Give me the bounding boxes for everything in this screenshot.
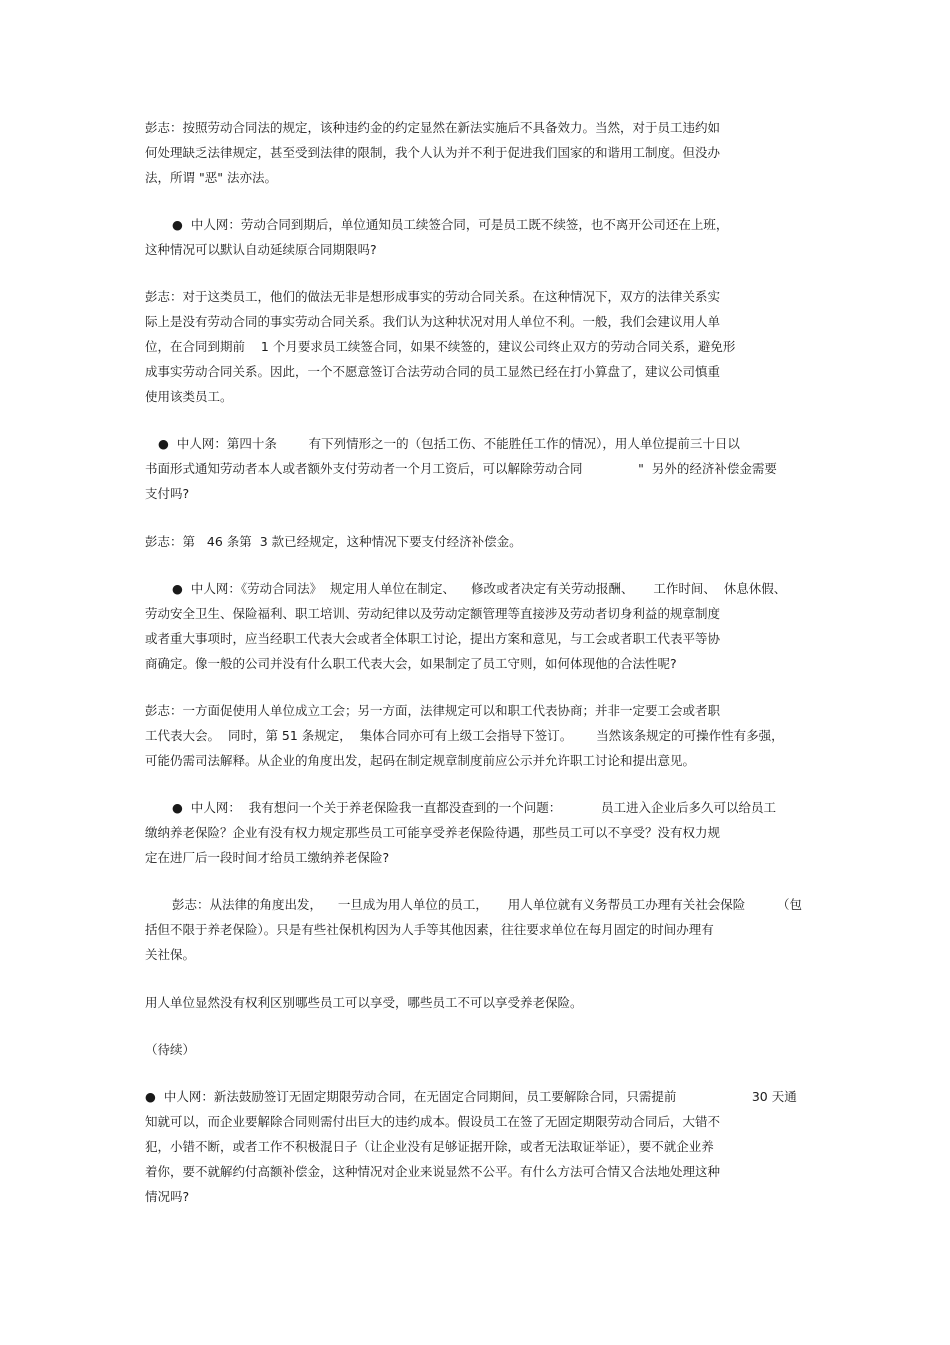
text-line: 情况吗? — [145, 1189, 190, 1204]
text-line: 彭志：一方面促使用人单位成立工会；另一方面，法律规定可以和职工代表协商；并非一定要工会或者职 — [145, 703, 721, 718]
text-line: 知就可以，而企业要解除合同则需付出巨大的违约成本。假设员工在签了无固定期限劳动合同后，大错不 — [145, 1114, 721, 1129]
text-line: 劳动安全卫生、保险福利、职工培训、劳动纪律以及劳动定额管理等直接涉及劳动者切身利益的规章制度 — [145, 606, 721, 621]
text-line: ● 中人网：劳动合同到期后，单位通知员工续签合同，可是员工既不续签，也不离开公司还在上班， — [172, 217, 729, 232]
text-line: 可能仍需司法解释。从企业的角度出发，起码在制定规章制度前应公示并允许职工讨论和提出意见。 — [145, 753, 696, 768]
text-line: 商确定。像一般的公司并没有什么职工代表大会，如果制定了员工守则，如何体现他的合法性呢? — [145, 656, 677, 671]
text-line: ● 中人网：第四十条 有下列情形之一的（包括工伤、不能胜任工作的情况），用人单位提前三十日以 — [158, 436, 740, 451]
text-line: 支付吗? — [145, 486, 190, 501]
text-line: 着你，要不就解约付高额补偿金，这种情况对企业来说显然不公平。有什么方法可合情又合法地处理这种 — [145, 1164, 721, 1179]
text-line: 工代表大会。 同时，第 51 条规定， 集体合同亦可有上级工会指导下签订。 当然该条规定的可操作性有多强， — [145, 728, 784, 743]
text-line: 彭志：按照劳动合同法的规定，该种违约金的约定显然在新法实施后不具备效力。当然，对于员工违约如 — [145, 120, 721, 135]
text-line: 彭志：第 46 条第 3 款已经规定，这种情况下要支付经济补偿金。 — [145, 534, 522, 549]
text-line: ● 中人网：《劳动合同法》 规定用人单位在制定、 修改或者决定有关劳动报酬、 工作时间、 休息休假、 — [172, 581, 787, 596]
text-line: 位，在合同到期前 1 个月要求员工续签合同，如果不续签的，建议公司终止双方的劳动合同关系，避免形 — [145, 339, 736, 354]
text-line: 这种情况可以默认自动延续原合同期限吗? — [145, 242, 377, 257]
text-line: 缴纳养老保险？企业有没有权力规定那些员工可能享受养老保险待遇，那些员工可以不享受？没有权力规 — [145, 825, 721, 840]
text-line: 或者重大事项时，应当经职工代表大会或者全体职工讨论，提出方案和意见，与工会或者职工代表平等协 — [145, 631, 721, 646]
text-line: ● 中人网： 我有想问一个关于养老保险我一直都没查到的一个问题： 员工进入企业后多久可以给员工 — [172, 800, 777, 815]
text-line: 书面形式通知劳动者本人或者额外支付劳动者一个月工资后，可以解除劳动合同 " 另外的经济补偿金需要 — [145, 461, 777, 476]
text-line: （待续） — [145, 1042, 196, 1057]
text-line: 何处理缺乏法律规定，甚至受到法律的限制，我个人认为并不利于促进我们国家的和谐用工制度。但没办 — [145, 145, 721, 160]
text-line: 使用该类员工。 — [145, 389, 233, 404]
text-line: 括但不限于养老保险）。只是有些社保机构因为人手等其他因素，往往要求单位在每月固定的时间办理有 — [145, 922, 714, 937]
text-line: 际上是没有劳动合同的事实劳动合同关系。我们认为这种状况对用人单位不利。一般，我们会建议用人单 — [145, 314, 721, 329]
text-line: 法，所谓 "恶" 法亦法。 — [145, 170, 277, 185]
text-line: 成事实劳动合同关系。因此，一个不愿意签订合法劳动合同的员工显然已经在打小算盘了，建议公司慎重 — [145, 364, 721, 379]
text-line: 用人单位显然没有权利区别哪些员工可以享受，哪些员工不可以享受养老保险。 — [145, 995, 583, 1010]
text-line: 彭志：对于这类员工，他们的做法无非是想形成事实的劳动合同关系。在这种情况下，双方的法律关系实 — [145, 289, 721, 304]
text-line: 彭志：从法律的角度出发， 一旦成为用人单位的员工， 用人单位就有义务帮员工办理有关社会保险 （包 — [172, 897, 803, 912]
text-line: 定在进厂后一段时间才给员工缴纳养老保险? — [145, 850, 390, 865]
text-line: ● 中人网：新法鼓励签订无固定期限劳动合同，在无固定合同期间，员工要解除合同，只需提前 30 天通 — [145, 1089, 797, 1104]
text-line: 犯，小错不断，或者工作不积极混日子（让企业没有足够证据开除，或者无法取证举证），要不就企业养 — [145, 1139, 714, 1154]
text-line: 关社保。 — [145, 947, 196, 962]
